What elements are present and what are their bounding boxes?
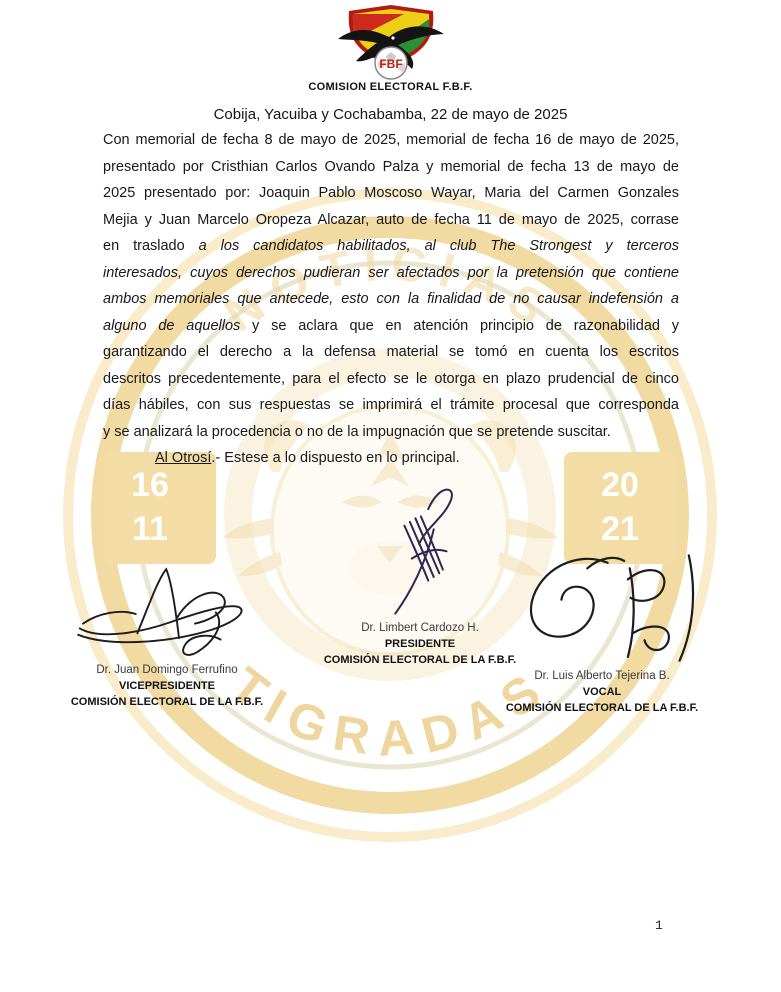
svg-text:16: 16 <box>131 466 169 504</box>
signature-block-vocal <box>482 548 722 716</box>
body-line: garantizando el derecho a la defensa material se tomó en cuenta los escritos <box>103 344 679 360</box>
signer-name: Dr. Luis Alberto Tejerina B. <box>534 670 670 682</box>
otrosi-rest: .- Estese a lo dispuesto en lo principal. <box>211 450 460 466</box>
watermark-bottom-text: TIGRADAS <box>220 656 560 767</box>
signer-org: COMISIÓN ELECTORAL DE LA F.B.F. <box>70 696 264 708</box>
dateline: Cobija, Yacuiba y Cochabamba, 22 de mayo de 2025 <box>213 106 568 123</box>
signer-title: PRESIDENTE <box>384 638 456 650</box>
svg-text:20: 20 <box>601 466 639 504</box>
signer-title: VOCAL <box>582 686 622 698</box>
body-line: Mejia y Juan Marcelo Oropeza Alcazar, auto de fecha 11 de mayo de 2025, corrase <box>103 211 679 228</box>
fbf-logo <box>0 2 781 93</box>
logo-caption: COMISION ELECTORAL F.B.F. <box>308 81 473 93</box>
svg-text:21: 21 <box>601 510 639 548</box>
signature-ink <box>365 478 475 620</box>
body-line: descritos precedentemente, para el efecto se le otorga en plazo prudencial de cinco <box>103 370 679 387</box>
watermark-top-text: NOTICIAS <box>215 237 565 343</box>
body-line: interesados, cuyos derechos pudieran ser afectados por la pretensión que contiene <box>103 264 679 281</box>
body-line: en traslado a los candidatos habilitados, al club The Strongest y terceros <box>103 238 679 254</box>
signer-name: Dr. Juan Domingo Ferrufino <box>96 664 238 676</box>
body-line: presentado por Cristhian Carlos Ovando Palza y memorial de fecha 13 de mayo de <box>103 158 679 175</box>
page-number: 1 <box>655 918 663 933</box>
signer-org: COMISIÓN ELECTORAL DE LA F.B.F. <box>323 654 517 666</box>
signature-ink <box>52 566 282 662</box>
signer-name: Dr. Limbert Cardozo H. <box>361 622 479 634</box>
body-line: ambos memoriales que antecede, esto con la finalidad de no causar indefensión a <box>103 291 679 307</box>
signer-title: VICEPRESIDENTE <box>119 680 215 692</box>
signer-org: COMISIÓN ELECTORAL DE LA F.B.F. <box>505 702 699 714</box>
svg-text:11: 11 <box>132 510 168 548</box>
body-line: alguno de aquellos y se aclara que en atención principio de razonabilidad y <box>103 317 679 334</box>
body-line: Con memorial de fecha 8 de mayo de 2025, memorial de fecha 16 de mayo de 2025, <box>103 132 679 148</box>
body-paragraph <box>103 127 679 445</box>
body-line: días hábiles, con sus respuestas se imprimirá el trámite procesal que corresponda <box>103 397 679 413</box>
fbf-crest-icon <box>316 2 466 80</box>
signature-ink <box>490 548 715 668</box>
signature-block-vicepresidente <box>52 566 282 710</box>
otrosi-lead: Al Otrosí <box>155 450 212 466</box>
body-line: y se analizará la procedencia o no de la impugnación que se pretende suscitar. <box>103 423 611 440</box>
otrosi-clause <box>103 450 679 466</box>
svg-text:FBF: FBF <box>378 57 403 71</box>
body-line: 2025 presentado por: Joaquin Pablo Moscoso Wayar, Maria del Carmen Gonzales <box>103 185 679 201</box>
